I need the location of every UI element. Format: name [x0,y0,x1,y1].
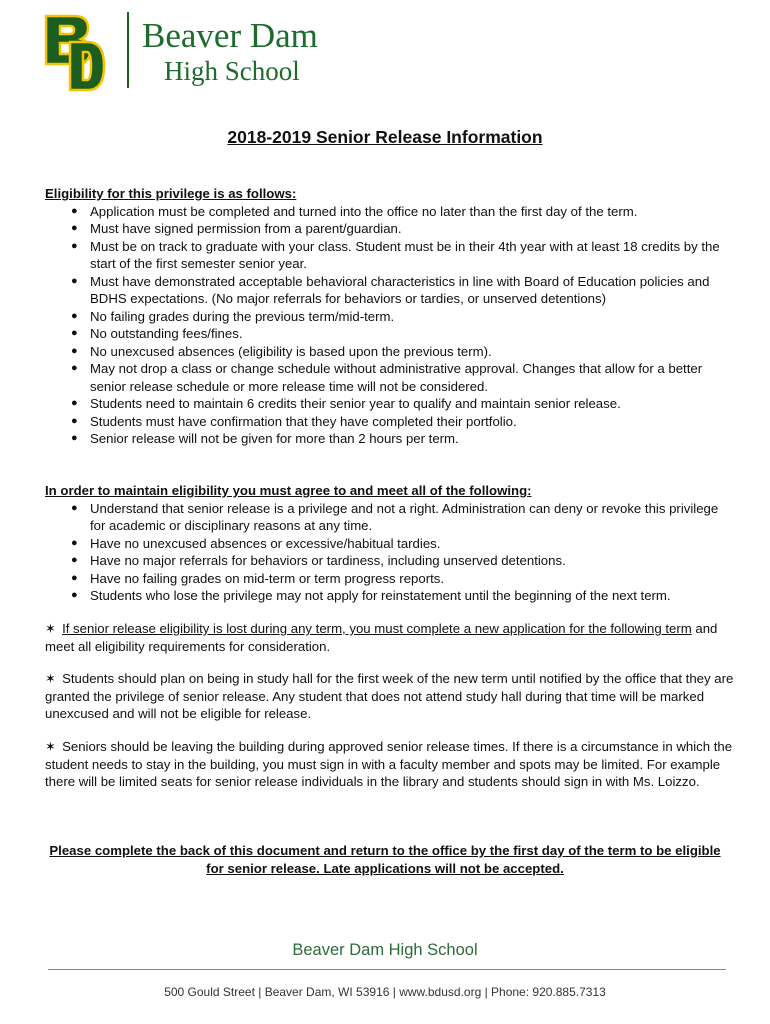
list-item: ● Have no major referrals for behaviors or tardiness, including unserved detentions. [71,552,735,570]
list-item: ● Must have signed permission from a parent/guardian. [71,220,735,238]
school-name-line1: Beaver Dam [142,16,318,55]
note-reapply [45,620,735,655]
note-study-hall-text: Students should plan on being in study hall for the first week of the new term until notified by the office that they are granted the privilege of senior release. Any student that does not attend study hall during that time will be marked unexcused and will not be eligible for release. [45,671,734,721]
document-title: 2018-2019 Senior Release Information [227,127,543,147]
star-icon: ✶ [45,739,57,754]
list-item: ● Senior release will not be given for more than 2 hours per term. [71,430,735,448]
closing-instructions: Please complete the back of this document and return to the office by the first day of the term to be eligible for senior release. Late applications will not be accepted. [49,843,721,876]
header-divider [127,12,129,88]
list-item: ● Application must be completed and turned into the office no later than the first day of the term. [71,203,735,221]
list-item: ● No outstanding fees/fines. [71,325,735,343]
note-study-hall [45,670,735,723]
maintain-heading: In order to maintain eligibility you must agree to and meet all of the following: [45,483,532,498]
school-name [142,18,318,85]
list-item: ● Understand that senior release is a privilege and not a right. Administration can deny or revoke this privilege for academic or disciplinary reasons at any time. [71,500,735,535]
list-item: ● Students need to maintain 6 credits their senior year to qualify and maintain senior release. [71,395,735,413]
note-reapply-underlined: If senior release eligibility is lost during any term, you must complete a new application for the following term [62,621,692,636]
footer-contact: 500 Gould Street | Beaver Dam, WI 53916 | www.bdusd.org | Phone: 920.885.7313 [164,985,606,999]
footer-divider [48,969,726,970]
maintain-list [45,500,735,605]
list-item: ● Must be on track to graduate with your class. Student must be in their 4th year with at least 18 credits by the start of the first semester senior year. [71,238,735,273]
note-reapply-rest: and meet all eligibility requirements for consideration. [45,621,718,654]
letterhead [0,0,770,100]
footer-school-name: Beaver Dam High School [292,941,478,959]
list-item: ● No unexcused absences (eligibility is based upon the previous term). [71,343,735,361]
list-item: ● No failing grades during the previous term/mid-term. [71,308,735,326]
list-item: ● Must have demonstrated acceptable behavioral characteristics in line with Board of Education policies and BDHS expectations. (No major referrals for behaviors or tardies, or unserved detentions) [71,273,735,308]
list-item: ● Have no unexcused absences or excessive/habitual tardies. [71,535,735,553]
list-item: ● May not drop a class or change schedule without administrative approval. Changes that allow for a better senior release schedule or more release time will not be considered. [71,360,735,395]
eligibility-section [45,185,735,448]
eligibility-heading: Eligibility for this privilege is as follows: [45,186,297,201]
list-item: ● Students who lose the privilege may not apply for reinstatement until the beginning of the next term. [71,587,735,605]
list-item: ● Have no failing grades on mid-term or term progress reports. [71,570,735,588]
eligibility-list [45,203,735,448]
school-name-line2: High School [164,56,300,86]
star-icon: ✶ [45,671,57,686]
note-leaving-building [45,738,735,791]
school-logo [44,12,106,92]
maintain-section [45,482,735,605]
star-icon: ✶ [45,621,57,636]
list-item: ● Students must have confirmation that they have completed their portfolio. [71,413,735,431]
note-leaving-building-text: Seniors should be leaving the building during approved senior release times. If there is a circumstance in which the student needs to stay in the building, you must sign in with a faculty member and spots may be limited. For example there will be limited seats for senior release individuals in the library and students should sign in with Ms. Loizzo. [45,739,733,789]
